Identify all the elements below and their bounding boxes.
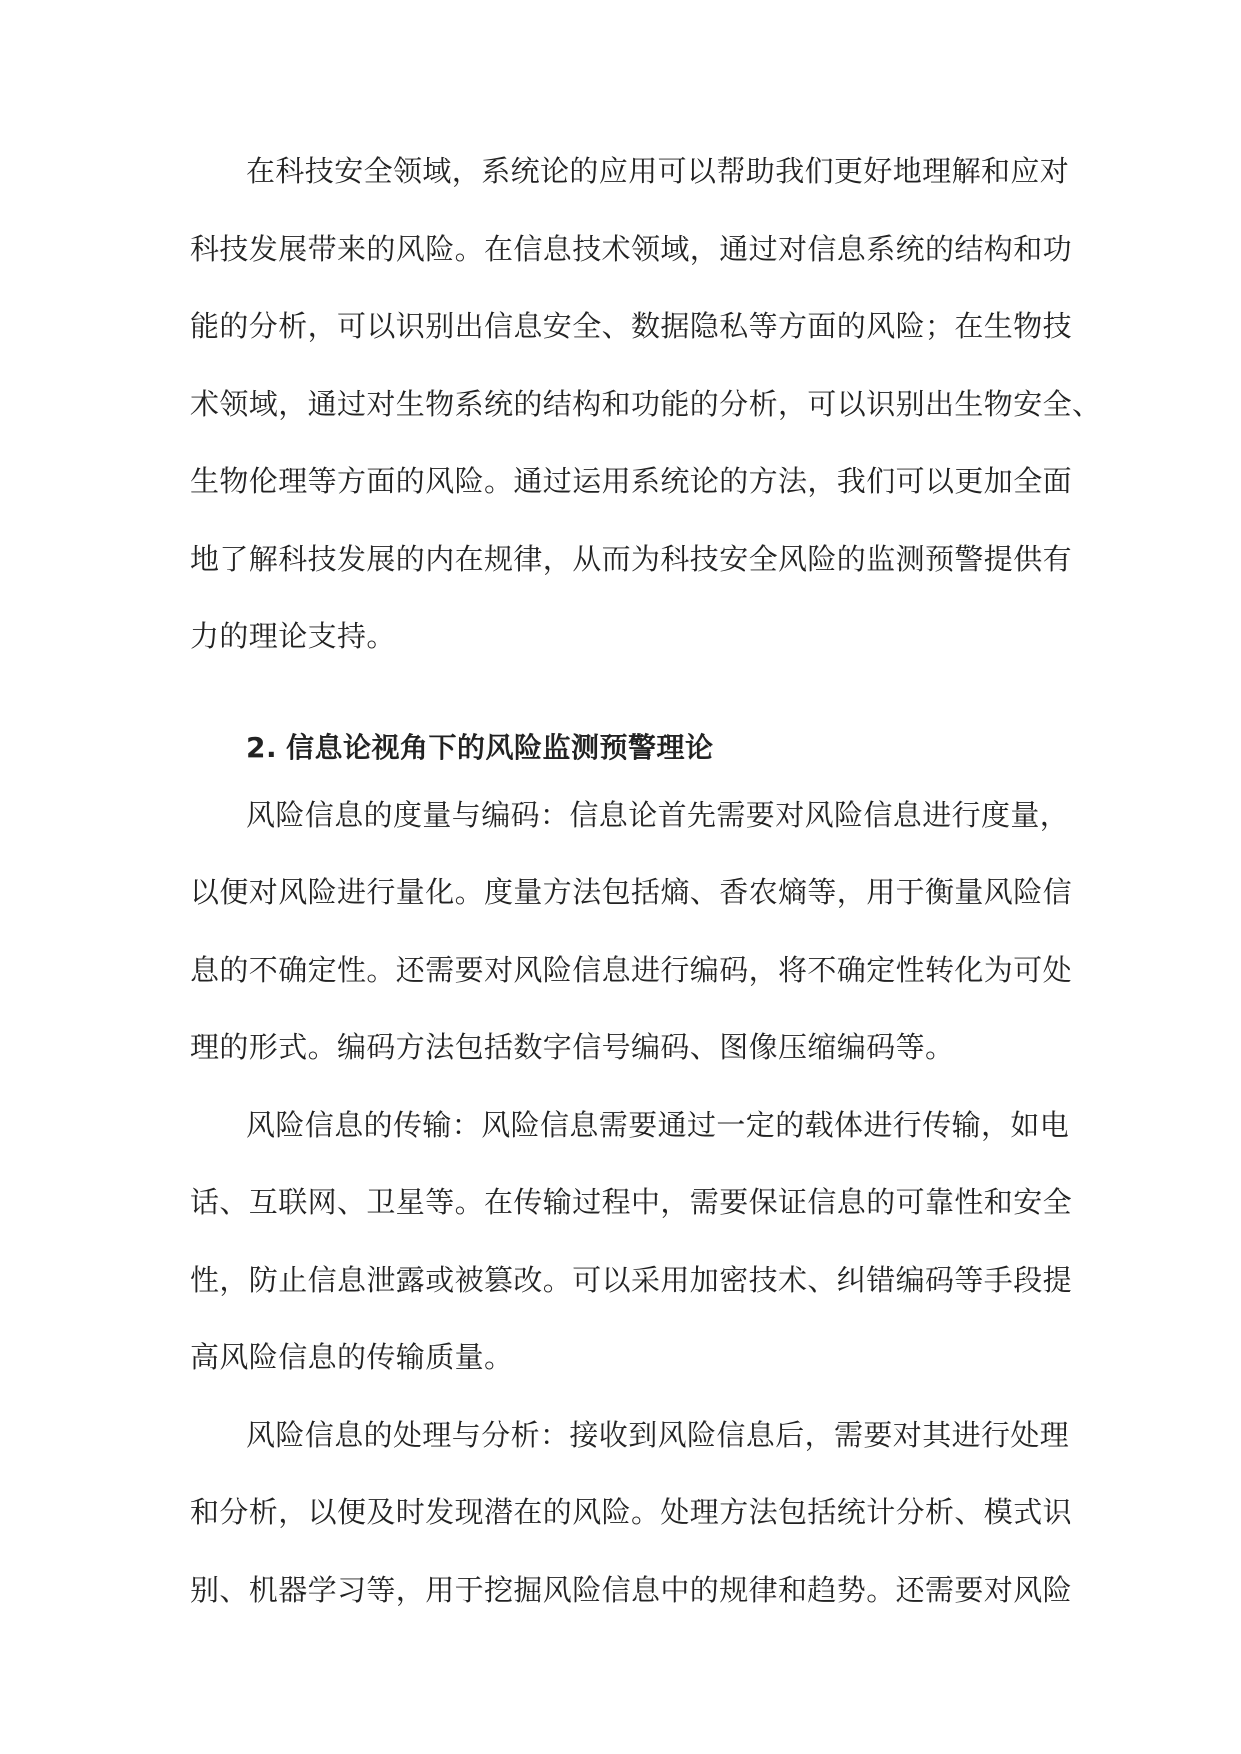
text-line: 力的理论支持。 [190, 619, 396, 653]
text-line: 话、互联网、卫星等。在传输过程中，需要保证信息的可靠性和安全 [190, 1185, 1073, 1219]
text-line: 性，防止信息泄露或被篡改。可以采用加密技术、纠错编码等手段提 [190, 1262, 1073, 1297]
text-line: 息的不确定性。还需要对风险信息进行编码，将不确定性转化为可处 [190, 952, 1073, 987]
text-line: 风险信息的处理与分析：接收到风险信息后，需要对其进行处理 [246, 1417, 1070, 1452]
text-line: 生物伦理等方面的风险。通过运用系统论的方法，我们可以更加全面 [190, 464, 1073, 498]
text-line: 科技发展带来的风险。在信息技术领域，通过对信息系统的结构和功 [190, 231, 1073, 266]
text-line: 在科技安全领域，系统论的应用可以帮助我们更好地理解和应对 [246, 154, 1070, 188]
text-line: 能的分析，可以识别出信息安全、数据隐私等方面的风险；在生物技 [190, 309, 1073, 343]
text-line: 高风险信息的传输质量。 [190, 1340, 514, 1374]
text-line: 地了解科技发展的内在规律，从而为科技安全风险的监测预警提供有 [190, 541, 1073, 576]
paragraph-system-theory [190, 142, 1102, 685]
paragraph-risk-transmission [190, 1096, 1073, 1406]
document-body [190, 142, 1102, 1638]
spacer [190, 685, 1056, 719]
section-title: 信息论视角下的风险监测预警理论 [286, 730, 714, 764]
text-line: 和分析，以便及时发现潜在的风险。处理方法包括统计分析、模式识 [190, 1495, 1073, 1529]
text-line: 风险信息的传输：风险信息需要通过一定的载体进行传输，如电 [246, 1107, 1070, 1142]
paragraph-risk-measurement [190, 786, 1073, 1096]
text-line: 理的形式。编码方法包括数字信号编码、图像压缩编码等。 [190, 1030, 955, 1064]
text-line: 以便对风险进行量化。度量方法包括熵、香农熵等，用于衡量风险信 [190, 875, 1073, 909]
paragraph-risk-processing [190, 1406, 1073, 1639]
text-line: 术领域，通过对生物系统的结构和功能的分析，可以识别出生物安全、 [190, 386, 1102, 421]
section-heading [190, 719, 1056, 786]
text-line: 风险信息的度量与编码：信息论首先需要对风险信息进行度量， [246, 797, 1070, 832]
section-number: 2. [246, 730, 278, 764]
text-line: 别、机器学习等，用于挖掘风险信息中的规律和趋势。还需要对风险 [190, 1572, 1073, 1607]
